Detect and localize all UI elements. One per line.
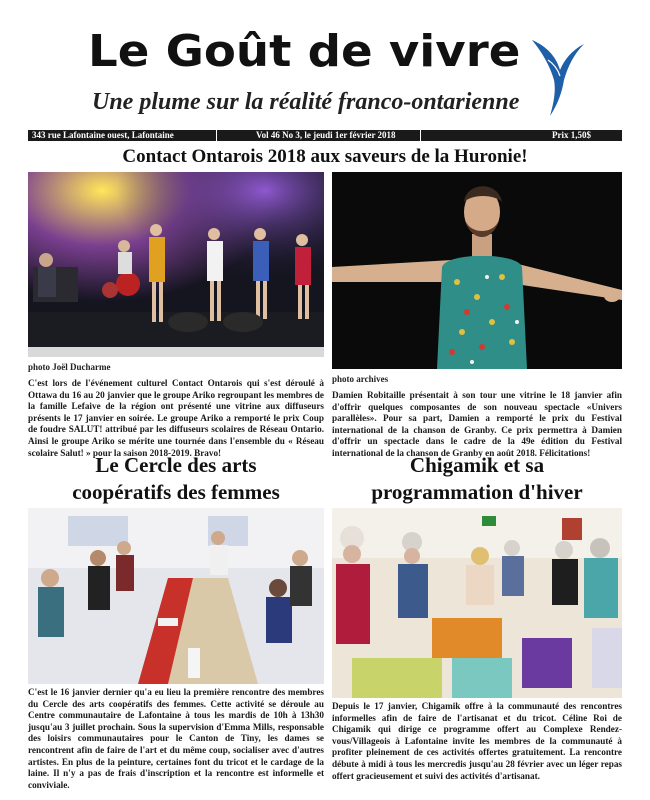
section-headline <box>332 452 622 506</box>
divider <box>216 130 217 141</box>
section-headline <box>28 452 324 506</box>
divider <box>420 130 421 141</box>
headline-line: Le Cercle des arts <box>95 453 257 477</box>
photo-credit: photo Joël Ducharme <box>28 362 111 372</box>
photo-band-on-stage <box>28 172 324 357</box>
photo-damien-robitaille <box>332 172 622 369</box>
article-body: C'est le 16 janvier dernier qu'a eu lieu la première rencontre des membres du Cercle des arts coopératifs des femmes. Cette activité se déroule au Centre communautaire de Lafontaine à tous les mardis de 10h à 13h30 jusqu'au 3 juillet prochain. Sous la supervision d'Emma Mills, responsable des loisirs communautaires pour le Canton de Tiny, les dames se rencontrent afin de faire de l'art et du même coup, socialiser avec d'autres artistes. En plus de la peinture, certaines font du tricot et le cardage de la laine. Il n'y a pas de frais d'inscription et la rencontre est informelle et conviviale. <box>28 687 324 790</box>
issue-text: Vol 46 No 3, le jeudi 1er février 2018 <box>256 130 396 140</box>
issue-info-bar <box>28 130 622 141</box>
masthead <box>0 0 650 130</box>
address-text: 343 rue Lafontaine ouest, Lafontaine <box>32 130 174 140</box>
bird-logo-icon <box>528 30 588 120</box>
headline-line: Chigamik et sa <box>409 453 545 477</box>
article-body: C'est lors de l'événement culturel Contact Ontarois qui s'est déroulé à Ottawa du 16 au 20 janvier que le groupe Ariko regroupant les membres de la famille Lefaive de la région ont présenté une vitrine aux diffuseurs présents le 17 janvier en soirée. Le groupe Ariko a remporté le prix Coup de foudre SALUT! attribué par les diffuseurs scolaires de Réseau Ontario. Ainsi le groupe Ariko se mérite une tournée dans l'ensemble du « Réseau scolaire Salut! » pour la saison 2018-2019. Bravo! <box>28 378 324 458</box>
newspaper-title: Le Goût de vivre <box>88 26 521 77</box>
headline-line: coopératifs des femmes <box>72 480 280 504</box>
photo-credit: photo archives <box>332 374 389 384</box>
price-text: Prix 1,50$ <box>552 130 591 140</box>
main-headline: Contact Ontarois 2018 aux saveurs de la Huronie! <box>122 146 528 167</box>
newspaper-subtitle: Une plume sur la réalité franco-ontarienne <box>92 89 520 115</box>
headline-line: programmation d'hiver <box>371 480 583 504</box>
article-body: Damien Robitaille présentait à son tour une vitrine le 18 janvier afin d'offrir quelques composantes de son nouveau spectacle «Univers parallèles». Pour sa part, Damien a remporté le prix du Festival international de la chanson de Granby. Ce prix permettra à Damien d'offrir un spectacle dans le cadre de la 49e édition du Festival international de la chanson de Granby en août 2018. Félicitations! <box>332 390 622 458</box>
article-body: Depuis le 17 janvier, Chigamik offre à la communauté des rencontres informelles afin de faire de l'artisanat et du tricot. Céline Roi de Chigamik qui dirige ce programme offert au Complexe Rendez-vous/Villageois à Lafontaine invite les membres de la communauté à profiter pleinement de ces activités offertes gratuitement. La rencontre débute à midi à tous les mercredis jusqu'au 28 février avec un léger repas offert gracieusement et suivi des activités d'artisanat. <box>332 701 622 781</box>
photo-knitting-group <box>332 508 622 698</box>
photo-art-circle <box>28 508 324 684</box>
